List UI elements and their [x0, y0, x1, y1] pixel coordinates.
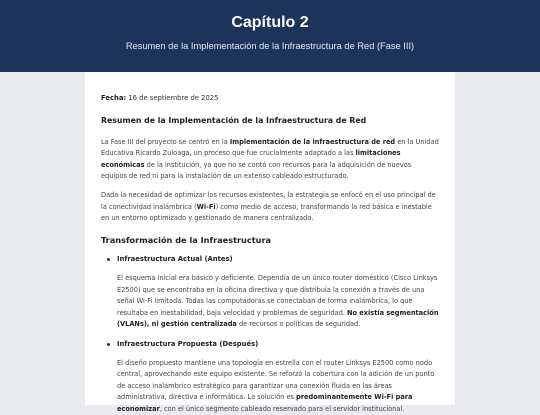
item1-bold-b: No existía segmentación (VLANs), ni gestión centralizada [117, 308, 439, 329]
item2-bold-b: predominantemente Wi-Fi para economizar [117, 393, 413, 413]
chapter-subtitle: Resumen de la Implementación de la Infraestructura de Red (Fase III) [125, 41, 415, 51]
p1-text-e: de la institución, ya que no se contó con recursos para la adquisición de nuevos equipos de red ni para la instalación de un extenso cableado estructurado. [101, 160, 412, 181]
p1-text-c: en la Unidad Educativa Ricardo Zuloaga, un proceso que fue crucialmente adaptado a las [101, 137, 439, 158]
section-heading-2: Transformación de la Infraestructura [101, 234, 272, 245]
p1-text-a: La Fase III del proyecto se centró en la [101, 137, 230, 146]
list-item [101, 339, 439, 415]
item2-text-a: El diseño propuesto mantiene una topología en estrella con el router Linksys E2500 como nodo central, aprovechando este equipo existente. Se reforzó la cobertura con la adición de un punto de acceso inalámbrico estratégico para garantizar una conexión fluida en las áreas administrativa, directiva e informática. La solución es [117, 358, 435, 402]
item1-text-a: El esquema inicial era básico y deficiente. Dependía de un único router doméstico (Cisco Linksys E2500) que se encontraba en la oficina directiva y que distribuía la conexión a través de una señal Wi-Fi limitada. Todas las computadoras se conectaban de forma inalámbrica, lo que resultaba en inestabilidad, baja velocidad y problemas de seguridad. [117, 274, 438, 317]
item1-text-c: de recursos o políticas de seguridad. [236, 320, 361, 329]
section-heading: Resumen de la Implementación de la Infraestructura de Red [101, 116, 367, 126]
list-item-title: Infraestructura Actual (Antes) [117, 255, 233, 264]
document-page [85, 72, 455, 413]
chapter-header [0, 0, 540, 72]
bullet-icon [107, 258, 110, 261]
document-content [85, 72, 455, 415]
p2-bold-b: Wi-Fi [196, 202, 216, 211]
list-item-body [117, 273, 439, 330]
paragraph-2 [101, 190, 439, 224]
p1-bold-b: Implementación de la infraestructura de red [229, 137, 396, 146]
item2-text-c: , con el único segmento cableado reservado para el servidor institucional. [159, 404, 405, 413]
date-label: Fecha: [101, 94, 127, 102]
p2-text-a: Dada la necesidad de optimizar los recursos existentes, la estrategia se enfocó en el uso principal de la conectividad inalámbrica ( [101, 191, 436, 211]
list-item-body [117, 358, 439, 415]
bullet-icon [107, 343, 110, 346]
p2-text-c: ) como medio de acceso, transformando la red básica e inestable en un entorno optimizado y gestionado de manera centralizada. [101, 202, 432, 223]
paragraph-1 [101, 137, 439, 183]
p1-bold-d: limitaciones económicas [101, 149, 401, 169]
list-item-title: Infraestructura Propuesta (Después) [117, 339, 259, 348]
list-item [101, 254, 439, 330]
date-value: 16 de septiembre de 2025 [128, 94, 219, 102]
chapter-title: Capítulo 2 [231, 14, 309, 31]
date-line [101, 93, 439, 104]
